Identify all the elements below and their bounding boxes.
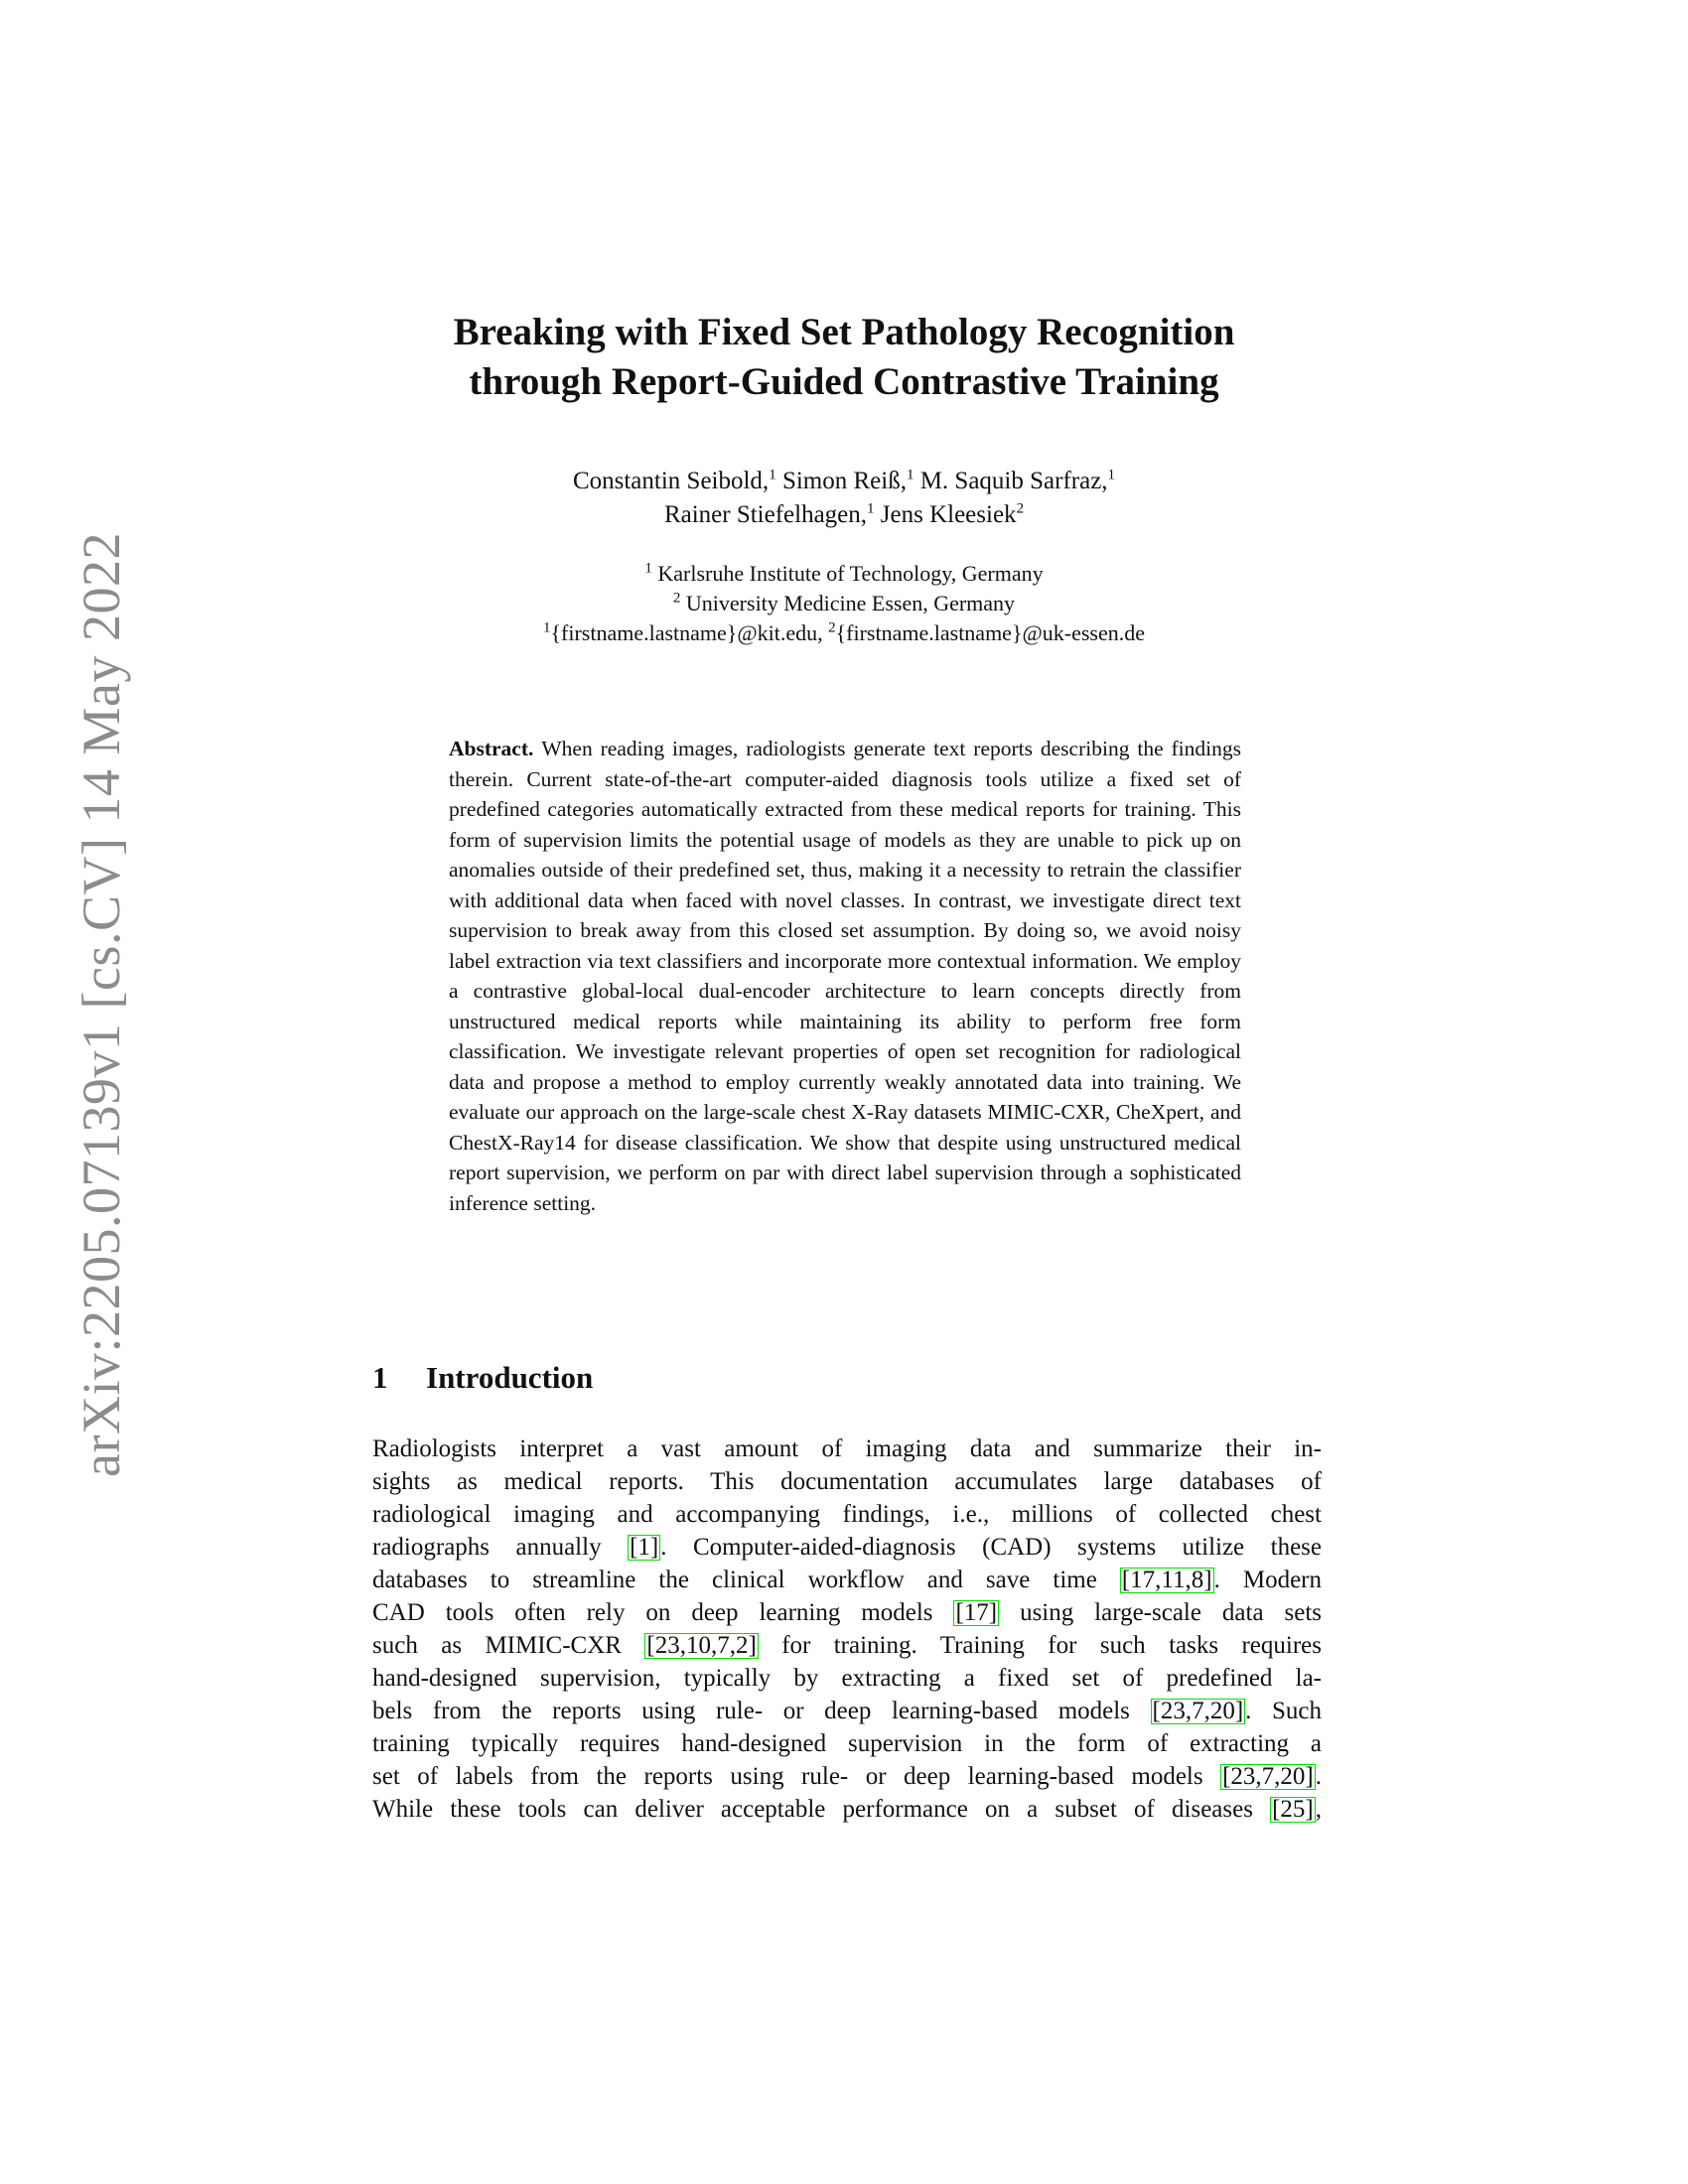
email-uk-essen: {firstname.lastname}@uk-essen.de	[835, 620, 1146, 645]
affiliations	[298, 559, 1390, 648]
intro-text: CAD tools often rely on deep learning models	[372, 1599, 933, 1626]
email-line	[298, 618, 1390, 648]
affiliation-mark: 1	[906, 467, 914, 483]
affiliation-mark: 1	[769, 467, 776, 483]
intro-text: While these tools can deliver acceptable performance on a subset of diseases	[372, 1796, 1253, 1823]
abstract	[449, 734, 1241, 1218]
intro-text: radiographs annually	[372, 1534, 602, 1561]
citation-link[interactable]: [23,7,20]	[1222, 1763, 1314, 1790]
author-name: M. Saquib Sarfraz,	[919, 468, 1108, 494]
affiliation-mark: 2	[828, 619, 836, 636]
intro-line: sights as medical reports. This documentation accumulates large databases of	[372, 1468, 1322, 1495]
author-name: Constantin Seibold,	[572, 468, 770, 494]
intro-line	[372, 1695, 1322, 1727]
intro-text: ,	[1315, 1796, 1323, 1823]
arxiv-identifier-stamp: arXiv:2205.07139v1 [cs.CV] 14 May 2022	[71, 532, 131, 1477]
intro-text: using large-scale data sets	[1020, 1599, 1322, 1626]
citation-link[interactable]: [25]	[1272, 1796, 1314, 1823]
email-kit: {firstname.lastname}@kit.edu,	[550, 620, 823, 645]
intro-line: radiological imaging and accompanying findings, i.e., millions of collected chest	[372, 1501, 1322, 1528]
citation-link[interactable]: [1]	[630, 1534, 659, 1561]
section-title: Introduction	[426, 1360, 594, 1395]
affiliation-2	[298, 589, 1390, 618]
intro-text: . Modern	[1213, 1567, 1323, 1593]
citation-link[interactable]: [23,10,7,2]	[646, 1632, 757, 1659]
author-name: Simon Reiß,	[781, 468, 907, 494]
intro-line: Radiologists interpret a vast amount of imaging data and summarize their in-	[372, 1435, 1322, 1462]
title-line-2: through Report-Guided Contrastive Training	[469, 360, 1219, 403]
citation-link[interactable]: [23,7,20]	[1152, 1698, 1244, 1724]
intro-text: such as MIMIC-CXR	[372, 1632, 622, 1659]
intro-text: for training. Training for such tasks requires	[781, 1632, 1323, 1659]
citation-link[interactable]: [17]	[955, 1599, 998, 1626]
affiliation-text: Karlsruhe Institute of Technology, Germany	[657, 561, 1044, 586]
title-line-1: Breaking with Fixed Set Pathology Recognition	[453, 311, 1235, 353]
affiliation-mark: 2	[672, 590, 681, 607]
introduction-body	[372, 1433, 1322, 1826]
intro-text: .	[1315, 1763, 1323, 1790]
intro-text: . Computer-aided-diagnosis (CAD) systems utilize these	[660, 1534, 1322, 1561]
citation-link[interactable]: [17,11,8]	[1121, 1567, 1212, 1593]
paper-title	[298, 308, 1390, 407]
affiliation-mark: 1	[644, 560, 652, 577]
author-list	[298, 465, 1390, 532]
intro-text: bels from the reports using rule- or deep learning-based models	[372, 1698, 1130, 1724]
affiliation-mark: 1	[1107, 467, 1116, 483]
intro-line: training typically requires hand-designed supervision in the form of extracting a	[372, 1730, 1322, 1757]
author-name: Jens Kleesiek	[880, 501, 1017, 528]
affiliation-1	[298, 559, 1390, 589]
section-heading-introduction	[372, 1360, 593, 1396]
section-number: 1	[372, 1360, 388, 1395]
abstract-text: When reading images, radiologists generate text reports describing the findings therein. Current state-of-the-art computer-aided diagnosis tools utilize a fixed set of predefined categories automatically extracted from these medical reports for training. This form of supervision limits the potential usage of models as they are unable to pick up on anomalies outside of their predefined set, thus, making it a necessity to retrain the classifier with additional data when faced with novel classes. In contrast, we investigate direct text supervision to break away from this closed set assumption. By doing so, we avoid noisy label extraction via text classifiers and incorporate more contextual information. We employ a contrastive global-local dual-encoder architecture to learn concepts directly from unstructured medical reports while maintaining its ability to perform free form classification. We investigate relevant properties of open set recognition for radiological data and propose a method to employ currently weakly annotated data into training. We evaluate our approach on the large-scale chest X-Ray datasets MIMIC-CXR, CheXpert, and ChestX-Ray14 for disease classification. We show that despite using unstructured medical report supervision, we perform on par with direct label supervision through a sophisticated inference setting.	[449, 737, 1241, 1215]
intro-text: set of labels from the reports using rule- or deep learning-based models	[372, 1763, 1203, 1790]
intro-line	[372, 1629, 1322, 1662]
author-line-2	[298, 498, 1390, 532]
intro-line	[372, 1760, 1322, 1793]
abstract-label: Abstract.	[449, 737, 534, 760]
intro-line	[372, 1793, 1322, 1826]
intro-line	[372, 1564, 1322, 1596]
author-name: Rainer Stiefelhagen,	[663, 501, 868, 528]
affiliation-mark: 2	[1016, 500, 1025, 517]
intro-text: . Such	[1245, 1698, 1322, 1724]
intro-text: databases to streamline the clinical workflow and save time	[372, 1567, 1097, 1593]
affiliation-mark: 1	[867, 500, 875, 517]
intro-line: hand-designed supervision, typically by extracting a fixed set of predefined la-	[372, 1665, 1322, 1692]
intro-line	[372, 1596, 1322, 1629]
author-line-1	[298, 465, 1390, 498]
intro-line	[372, 1531, 1322, 1564]
affiliation-text: University Medicine Essen, Germany	[685, 591, 1016, 615]
affiliation-mark: 1	[542, 619, 551, 636]
